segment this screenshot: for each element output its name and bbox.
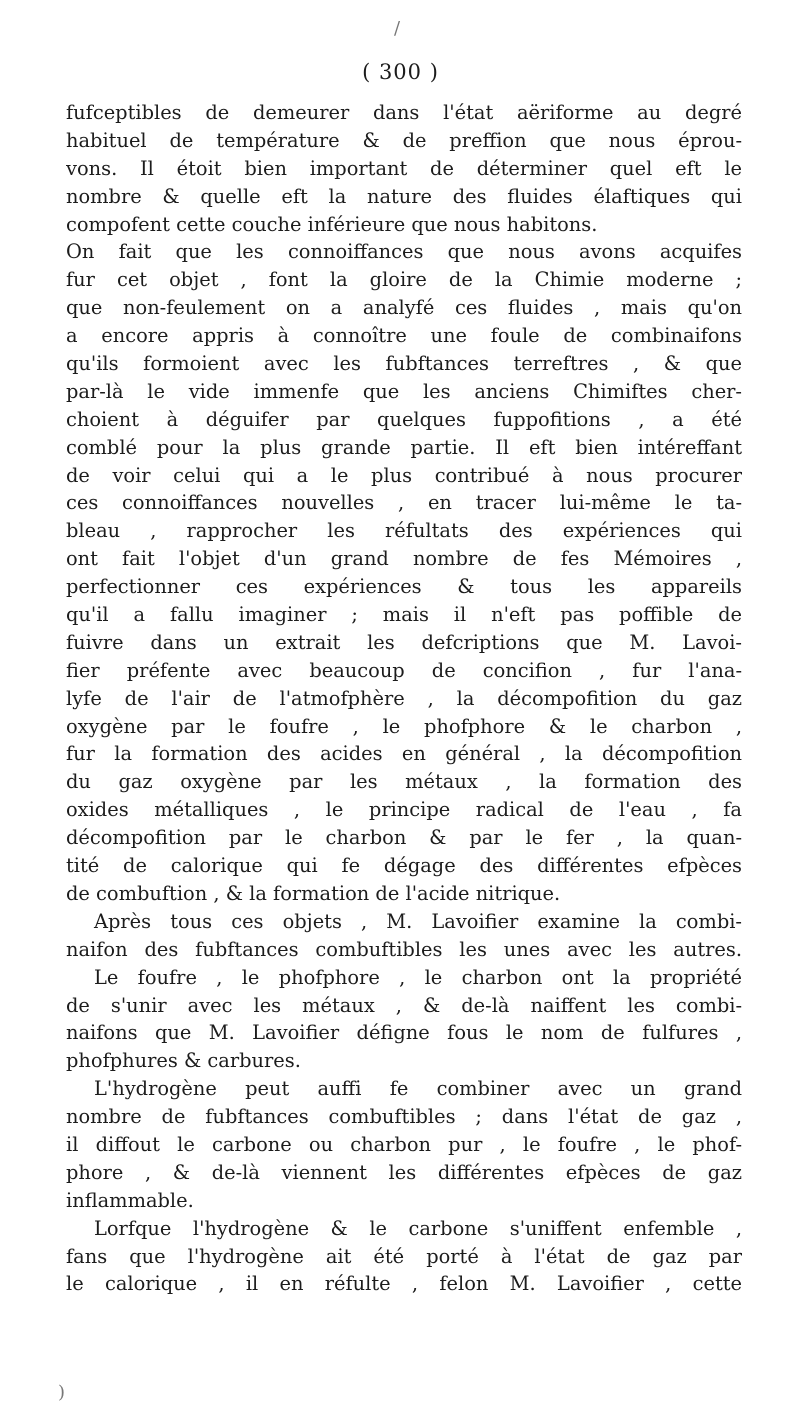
text-line: fuivre dans un extrait les defcriptions que M. Lavoi- bbox=[66, 630, 742, 654]
text-line: ont fait l'objet d'un grand nombre de fes Mémoires , bbox=[66, 547, 742, 571]
text-line: que non-feulement on a analyfé ces fluides , mais qu'on bbox=[66, 296, 742, 320]
text-line: phofphures & carbures. bbox=[66, 1049, 301, 1073]
text-line: il diffout le carbone ou charbon pur , le foufre , le phof- bbox=[66, 1132, 742, 1156]
text-line: Après tous ces objets , M. Lavoifier examine la combi- bbox=[94, 909, 742, 933]
text-line: L'hydrogène peut auffi fe combiner avec un grand bbox=[94, 1077, 742, 1101]
text-line: perfectionner ces expériences & tous les appareils bbox=[66, 575, 742, 599]
text-line: du gaz oxygène par les métaux , la formation des bbox=[66, 770, 742, 794]
text-line: par-là le vide immenfe que les anciens Chimiftes cher- bbox=[66, 379, 742, 403]
text-line: choient à déguifer par quelques fuppofitions , a été bbox=[66, 407, 742, 431]
text-line: oxides métalliques , le principe radical de l'eau , fa bbox=[66, 798, 742, 822]
text-line: naifon des fubftances combuftibles les unes avec les autres. bbox=[66, 937, 742, 961]
text-line: habituel de température & de preffion que nous éprou- bbox=[66, 128, 742, 152]
text-line: de s'unir avec les métaux , & de-là naiffent les combi- bbox=[66, 993, 742, 1017]
text-line: phore , & de-là viennent les différentes efpèces de gaz bbox=[66, 1160, 742, 1184]
text-line: fur la formation des acides en général , la décompofition bbox=[66, 742, 742, 766]
page-number: ( 300 ) bbox=[362, 60, 439, 84]
scan-mark: / bbox=[394, 18, 401, 39]
text-line: qu'ils formoient avec les fubftances terreftres , & que bbox=[66, 352, 742, 376]
text-line: nombre de fubftances combuftibles ; dans l'état de gaz , bbox=[66, 1105, 742, 1129]
text-line: fans que l'hydrogène ait été porté à l'état de gaz par bbox=[66, 1244, 742, 1268]
text-line: inflammable. bbox=[66, 1188, 194, 1212]
text-line: compofent cette couche inférieure que nous habitons. bbox=[66, 212, 598, 236]
text-line: lyfe de l'air de l'atmofphère , la décompofition du gaz bbox=[66, 686, 742, 710]
text-line: bleau , rapprocher les réfultats des expériences qui bbox=[66, 519, 742, 543]
text-line: nombre & quelle eft la nature des fluides élaftiques qui bbox=[66, 184, 742, 208]
text-line: vons. Il étoit bien important de déterminer quel eft le bbox=[66, 156, 742, 180]
text-line: On fait que les connoiffances que nous avons acquifes bbox=[66, 240, 742, 264]
scan-mark: ) bbox=[58, 1382, 66, 1403]
text-line: comblé pour la plus grande partie. Il eft bien intéreffant bbox=[66, 435, 742, 459]
text-line: naifons que M. Lavoifier défigne fous le nom de fulfures , bbox=[66, 1021, 742, 1045]
text-line: de combuftion , & la formation de l'acide nitrique. bbox=[66, 881, 561, 905]
text-line: Lorfque l'hydrogène & le carbone s'uniffent enfemble , bbox=[94, 1216, 742, 1240]
text-line: le calorique , il en réfulte , felon M. Lavoifier , cette bbox=[66, 1272, 742, 1296]
text-line: ces connoiffances nouvelles , en tracer lui-même le ta- bbox=[66, 491, 742, 515]
text-line: fur cet objet , font la gloire de la Chimie moderne ; bbox=[66, 268, 742, 292]
text-line: décompofition par le charbon & par le fer , la quan- bbox=[66, 826, 742, 850]
text-line: oxygène par le foufre , le phofphore & le charbon , bbox=[66, 714, 742, 738]
text-line: Le foufre , le phofphore , le charbon ont la propriété bbox=[94, 965, 742, 989]
text-line: a encore appris à connoître une foule de combinaifons bbox=[66, 324, 742, 348]
text-line: fufceptibles de demeurer dans l'état aëriforme au degré bbox=[66, 101, 742, 124]
text-line: tité de calorique qui fe dégage des différentes efpèces bbox=[66, 854, 742, 878]
text-line: qu'il a fallu imaginer ; mais il n'eft pas poffible de bbox=[66, 603, 742, 627]
text-line: fier préfente avec beaucoup de concifion , fur l'ana- bbox=[66, 658, 742, 682]
text-line: de voir celui qui a le plus contribué à nous procurer bbox=[66, 463, 742, 487]
body-text bbox=[66, 99, 742, 1298]
